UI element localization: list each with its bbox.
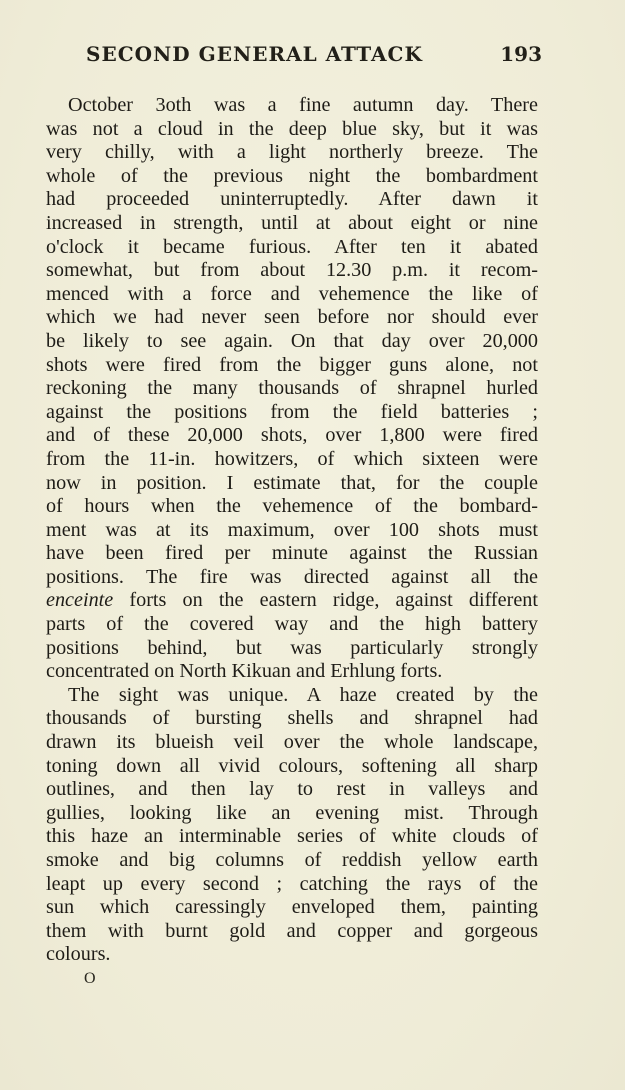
text-line: have been fired per minute against the Russian (46, 542, 538, 565)
text-line: colours. (46, 943, 111, 966)
text-line: sun which caressingly enveloped them, painting (46, 896, 538, 919)
text-line: smoke and big columns of reddish yellow earth (46, 849, 538, 871)
text-line: parts of the covered way and the high battery (46, 613, 538, 636)
text-line: now in position. I estimate that, for the couple (46, 471, 538, 494)
running-head (86, 42, 542, 66)
text-line: which we had never seen before nor should ever (46, 306, 538, 329)
text-line: positions behind, but was particularly strongly (46, 636, 538, 659)
text-line: them with burnt gold and copper and gorgeous (46, 919, 538, 942)
text-line: leapt up every second ; catching the rays of the (46, 872, 538, 895)
text-line: The sight was unique. A haze created by the (68, 683, 538, 706)
text-line: thousands of bursting shells and shrapnel had (46, 707, 538, 730)
text-line: be likely to see again. On that day over 20,000 (46, 329, 538, 352)
text-line: was not a cloud in the deep blue sky, but it was (46, 117, 538, 140)
text-line: ment was at its maximum, over 100 shots must (46, 518, 538, 541)
text-line: this haze an interminable series of white clouds of (46, 825, 538, 848)
text-line: had proceeded uninterruptedly. After dawn it (46, 188, 538, 211)
text-line: whole of the previous night the bombardment (46, 164, 538, 187)
text-line: somewhat, but from about 12.30 p.m. it recom- (46, 259, 538, 282)
text-line: against the positions from the field batteries ; (46, 400, 538, 423)
text-line: drawn its blueish veil over the whole landscape, (46, 731, 538, 754)
italic-term: enceinte (46, 589, 114, 612)
text-line: gullies, looking like an evening mist. Through (46, 801, 538, 824)
text-line: and of these 20,000 shots, over 1,800 were fired (46, 424, 538, 447)
text-line: reckoning the many thousands of shrapnel hurled (46, 377, 538, 400)
text-line: shots were fired from the bigger guns alone, not (46, 353, 538, 376)
text-line: menced with a force and vehemence the like of (46, 282, 538, 305)
text-line: outlines, and then lay to rest in valleys and (46, 778, 538, 801)
text-line: of hours when the vehemence of the bombard- (46, 495, 538, 518)
text-line: very chilly, with a light northerly breeze. The (46, 141, 538, 164)
signature-mark: O (84, 970, 96, 987)
text-line: enceinte forts on the eastern ridge, against different (46, 589, 538, 612)
text-line: from the 11-in. howitzers, of which sixteen were (46, 447, 538, 470)
text-line: positions. The fire was directed against all the (46, 565, 538, 588)
text-line: increased in strength, until at about eight or nine (46, 211, 538, 234)
chapter-title: SECOND GENERAL ATTACK (86, 42, 423, 66)
body-text (46, 94, 538, 967)
text-line: concentrated on North Kikuan and Erhlung forts. (46, 660, 443, 683)
page-number: 193 (500, 42, 542, 66)
text-line: toning down all vivid colours, softening all sharp (46, 754, 538, 777)
text-line: o'clock it became furious. After ten it abated (46, 235, 538, 258)
text-line: October 3oth was a fine autumn day. There (68, 94, 538, 116)
